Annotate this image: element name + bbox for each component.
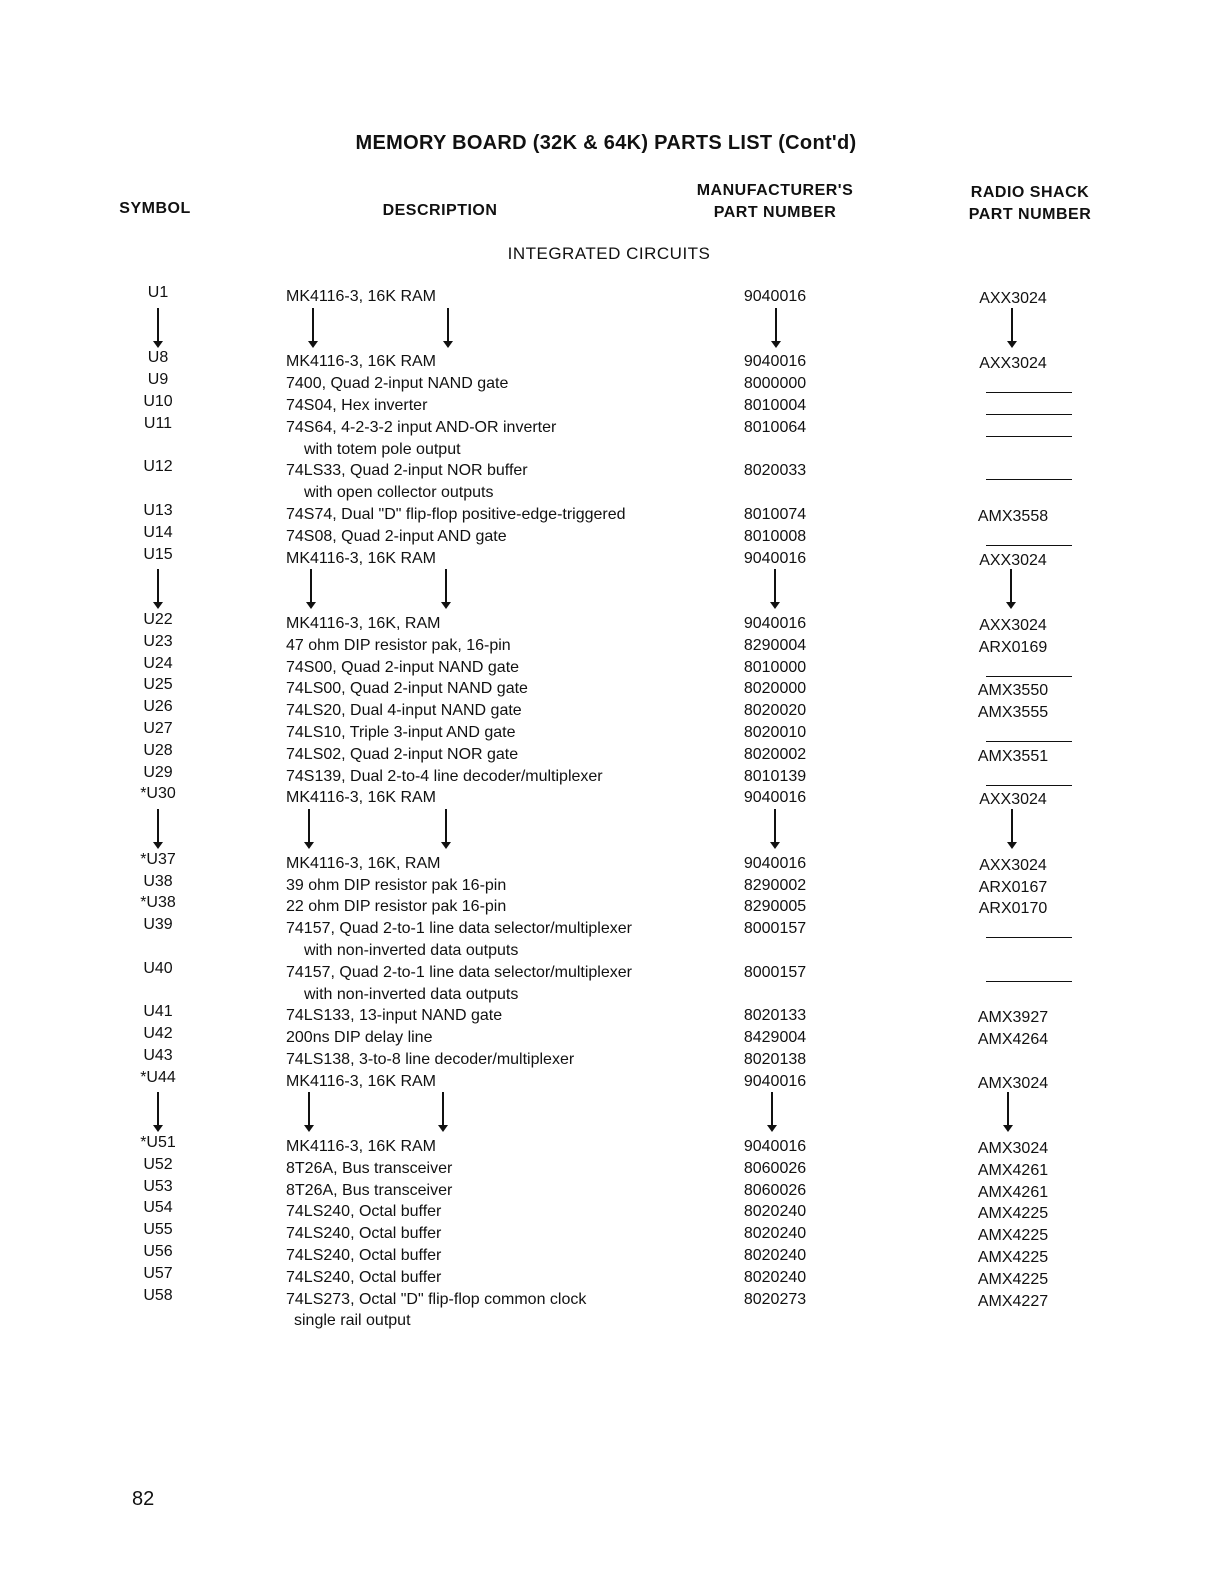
table-row [0, 1199, 1224, 1221]
manufacturer-part-cell: 8010074 [743, 505, 807, 523]
symbol-cell: *U44 [140, 1068, 176, 1086]
range-arrows [0, 567, 1224, 611]
manufacturer-part-cell: 8010004 [743, 396, 807, 414]
symbol-cell: U15 [143, 545, 173, 563]
manufacturer-part-cell: 8020133 [743, 1007, 807, 1025]
radio-shack-part-cell: AMX4261 [977, 1161, 1049, 1179]
range-arrows [0, 807, 1224, 851]
description-cell: 74LS02, Quad 2-input NOR gate [286, 745, 519, 763]
radio-shack-part-cell: AMX4225 [977, 1205, 1049, 1223]
description-cell: 8T26A, Bus transceiver [286, 1181, 453, 1199]
table-row [0, 415, 1224, 459]
table-row [0, 524, 1224, 546]
radio-shack-part-cell: AMX3024 [977, 1140, 1049, 1158]
symbol-cell: U25 [143, 676, 173, 694]
manufacturer-part-cell: 8290004 [743, 636, 807, 654]
radio-shack-part-cell: AXX3024 [979, 551, 1047, 569]
table-row [0, 502, 1224, 524]
table-row [0, 284, 1224, 306]
table-row [0, 916, 1224, 960]
manufacturer-part-cell: 8000157 [743, 963, 807, 981]
page-title: MEMORY BOARD (32K & 64K) PARTS LIST (Cont'd) [355, 132, 857, 154]
symbol-cell: U1 [147, 284, 169, 301]
column-header-rs-line2: PART NUMBER [968, 206, 1092, 223]
radio-shack-part-cell: AXX3024 [979, 791, 1047, 809]
column-header-mfr-line1: MANUFACTURER'S [696, 182, 854, 199]
symbol-cell: U23 [143, 632, 173, 650]
down-arrow-icon [304, 809, 314, 849]
manufacturer-part-cell: 8020000 [743, 680, 807, 698]
table-row [0, 611, 1224, 633]
description-cell: 74LS133, 13-input NAND gate [286, 1007, 503, 1025]
manufacturer-part-cell: 8060026 [743, 1159, 807, 1177]
description-cell: 74S64, 4-2-3-2 input AND-OR inverter with totem pole output [286, 418, 557, 458]
down-arrow-icon [1007, 308, 1017, 348]
table-row [0, 1069, 1224, 1091]
description-cell: 74LS240, Octal buffer [286, 1203, 442, 1221]
manufacturer-part-cell: 9040016 [743, 288, 807, 305]
manufacturer-part-cell: 8060026 [743, 1181, 807, 1199]
table-row [0, 785, 1224, 807]
table-row [0, 349, 1224, 371]
symbol-cell: U12 [143, 458, 173, 476]
description-cell: 74157, Quad 2-to-1 line data selector/multiplexer with non-inverted data outputs [286, 920, 632, 959]
manufacturer-part-cell: 8000157 [743, 920, 807, 938]
empty-part-dash [986, 937, 1072, 938]
symbol-cell: *U37 [140, 850, 176, 868]
manufacturer-part-cell: 8290005 [743, 898, 807, 916]
table-row [0, 698, 1224, 720]
symbol-cell: U40 [143, 959, 173, 977]
description-cell: MK4116-3, 16K RAM [286, 1138, 436, 1156]
symbol-cell: U43 [143, 1046, 173, 1064]
symbol-cell: *U51 [140, 1134, 176, 1152]
symbol-cell: U42 [143, 1025, 173, 1043]
manufacturer-part-cell: 8010000 [743, 658, 807, 676]
manufacturer-part-cell: 8000000 [743, 375, 807, 393]
radio-shack-part-cell: AMX3551 [977, 747, 1049, 765]
symbol-cell: U26 [143, 698, 173, 716]
table-row [0, 873, 1224, 895]
description-cell: 74LS240, Octal buffer [286, 1268, 442, 1286]
table-row [0, 546, 1224, 568]
description-cell: 200ns DIP delay line [286, 1029, 433, 1047]
radio-shack-part-cell: AXX3024 [979, 290, 1047, 307]
down-arrow-icon [438, 1092, 448, 1132]
down-arrow-icon [1006, 569, 1016, 609]
empty-part-dash [986, 436, 1072, 437]
down-arrow-icon [441, 569, 451, 609]
down-arrow-icon [770, 809, 780, 849]
symbol-cell: U27 [143, 719, 173, 737]
table-row [0, 676, 1224, 698]
down-arrow-icon [443, 308, 453, 348]
manufacturer-part-cell: 8010008 [743, 527, 807, 545]
table-row [0, 393, 1224, 415]
down-arrow-icon [153, 809, 163, 849]
down-arrow-icon [308, 308, 318, 348]
column-header-mfr-line2: PART NUMBER [713, 204, 837, 221]
radio-shack-part-cell: AMX3558 [977, 507, 1049, 525]
symbol-cell: U57 [143, 1264, 173, 1282]
down-arrow-icon [304, 1092, 314, 1132]
radio-shack-part-cell: AXX3024 [979, 856, 1047, 874]
manufacturer-part-cell: 9040016 [743, 854, 807, 872]
column-header-symbol: SYMBOL [119, 200, 191, 217]
down-arrow-icon [306, 569, 316, 609]
manufacturer-part-cell: 9040016 [743, 1072, 807, 1090]
description-cell: 74LS240, Octal buffer [286, 1247, 442, 1265]
symbol-cell: U38 [143, 872, 173, 890]
empty-part-dash [986, 981, 1072, 982]
manufacturer-part-cell: 8020010 [743, 723, 807, 741]
table-row [0, 371, 1224, 393]
symbol-cell: U54 [143, 1199, 173, 1217]
description-cell: 74LS138, 3-to-8 line decoder/multiplexer [286, 1050, 575, 1068]
parts-table [0, 284, 1224, 1330]
table-row [0, 458, 1224, 502]
table-row [0, 1025, 1224, 1047]
down-arrow-icon [770, 569, 780, 609]
radio-shack-part-cell: AMX3550 [977, 682, 1049, 700]
manufacturer-part-cell: 9040016 [743, 1138, 807, 1156]
down-arrow-icon [1003, 1092, 1013, 1132]
symbol-cell: U58 [143, 1286, 173, 1304]
description-cell: MK4116-3, 16K RAM [286, 1072, 436, 1090]
description-cell: 7400, Quad 2-input NAND gate [286, 375, 509, 393]
radio-shack-part-cell: AMX3024 [977, 1074, 1049, 1092]
description-cell: 74LS00, Quad 2-input NAND gate [286, 680, 528, 698]
description-cell: 74LS10, Triple 3-input AND gate [286, 723, 516, 741]
down-arrow-icon [153, 1092, 163, 1132]
radio-shack-part-cell: AMX4264 [977, 1031, 1049, 1049]
manufacturer-part-cell: 8290002 [743, 876, 807, 894]
down-arrow-icon [153, 569, 163, 609]
table-row [0, 1003, 1224, 1025]
manufacturer-part-cell: 8020240 [743, 1225, 807, 1243]
manufacturer-part-cell: 8020240 [743, 1268, 807, 1286]
section-heading: INTEGRATED CIRCUITS [507, 244, 711, 263]
table-row [0, 1156, 1224, 1178]
symbol-cell: U8 [147, 349, 169, 367]
range-arrows [0, 306, 1224, 350]
manufacturer-part-cell: 8020002 [743, 745, 807, 763]
symbol-cell: U55 [143, 1221, 173, 1239]
symbol-cell: U14 [143, 523, 173, 541]
symbol-cell: U11 [143, 414, 173, 432]
description-cell: 74S08, Quad 2-input AND gate [286, 527, 507, 545]
radio-shack-part-cell: AMX3927 [977, 1009, 1049, 1027]
table-row [0, 1221, 1224, 1243]
manufacturer-part-cell: 8429004 [743, 1029, 807, 1047]
description-cell: 47 ohm DIP resistor pak, 16-pin [286, 636, 511, 654]
symbol-cell: U41 [143, 1003, 173, 1021]
description-cell: 74LS20, Dual 4-input NAND gate [286, 702, 522, 720]
symbol-cell: *U38 [140, 894, 176, 912]
empty-part-dash [986, 479, 1072, 480]
description-cell: MK4116-3, 16K RAM [286, 789, 436, 807]
description-cell: 74S74, Dual "D" flip-flop positive-edge-triggered [286, 505, 626, 523]
radio-shack-part-cell: ARX0167 [978, 878, 1048, 896]
radio-shack-part-cell: AXX3024 [979, 616, 1047, 634]
table-row [0, 720, 1224, 742]
manufacturer-part-cell: 8010064 [743, 418, 807, 436]
description-cell: 8T26A, Bus transceiver [286, 1159, 453, 1177]
down-arrow-icon [153, 308, 163, 348]
column-header-radio-shack-part-number [930, 182, 1130, 226]
description-cell: 74S139, Dual 2-to-4 line decoder/multiplexer [286, 767, 603, 785]
manufacturer-part-cell: 9040016 [743, 614, 807, 632]
down-arrow-icon [441, 809, 451, 849]
manufacturer-part-cell: 8020240 [743, 1203, 807, 1221]
radio-shack-part-cell: ARX0170 [978, 900, 1048, 918]
radio-shack-part-cell: AMX4225 [977, 1249, 1049, 1267]
symbol-cell: U22 [143, 610, 173, 628]
symbol-cell: U13 [143, 501, 173, 519]
table-row [0, 1265, 1224, 1287]
description-cell: MK4116-3, 16K RAM [286, 353, 436, 371]
page-number: 82 [132, 1488, 155, 1510]
radio-shack-part-cell: AMX4227 [977, 1292, 1049, 1310]
manufacturer-part-cell: 9040016 [743, 353, 807, 371]
radio-shack-part-cell: AMX4225 [977, 1227, 1049, 1245]
radio-shack-part-cell: AMX3555 [977, 704, 1049, 722]
symbol-cell: U52 [143, 1155, 173, 1173]
table-row [0, 1134, 1224, 1156]
symbol-cell: *U30 [140, 785, 176, 803]
description-cell: 74LS33, Quad 2-input NOR buffer with open collector outputs [286, 462, 528, 502]
description-cell: 74LS240, Octal buffer [286, 1225, 442, 1243]
symbol-cell: U39 [143, 916, 173, 934]
manufacturer-part-cell: 8020240 [743, 1247, 807, 1265]
symbol-cell: U10 [143, 392, 173, 410]
description-cell: 39 ohm DIP resistor pak 16-pin [286, 876, 507, 894]
manufacturer-part-cell: 8020020 [743, 702, 807, 720]
table-row [0, 633, 1224, 655]
description-cell: MK4116-3, 16K RAM [286, 288, 436, 305]
description-cell: 74S04, Hex inverter [286, 396, 428, 414]
table-row [0, 655, 1224, 677]
description-cell: 74LS273, Octal "D" flip-flop common clock single rail output [286, 1290, 587, 1330]
radio-shack-part-cell: AXX3024 [979, 355, 1047, 373]
range-arrows [0, 1090, 1224, 1134]
symbol-cell: U29 [143, 763, 173, 781]
column-header-description: DESCRIPTION [382, 202, 498, 219]
manufacturer-part-cell: 9040016 [743, 549, 807, 567]
manufacturer-part-cell: 9040016 [743, 789, 807, 807]
column-header-manufacturer-part-number [660, 180, 890, 224]
table-row [0, 742, 1224, 764]
radio-shack-part-cell: AMX4225 [977, 1270, 1049, 1288]
manufacturer-part-cell: 8010139 [743, 767, 807, 785]
symbol-cell: U24 [143, 654, 173, 672]
manufacturer-part-cell: 8020273 [743, 1290, 807, 1308]
table-row [0, 1243, 1224, 1265]
description-cell: MK4116-3, 16K, RAM [286, 614, 441, 632]
table-row [0, 1047, 1224, 1069]
symbol-cell: U56 [143, 1243, 173, 1261]
description-cell: MK4116-3, 16K RAM [286, 549, 436, 567]
column-header-rs-line1: RADIO SHACK [970, 184, 1090, 201]
description-cell: 22 ohm DIP resistor pak 16-pin [286, 898, 507, 916]
table-row [0, 960, 1224, 1004]
description-cell: 74157, Quad 2-to-1 line data selector/multiplexer with non-inverted data outputs [286, 963, 632, 1003]
down-arrow-icon [771, 308, 781, 348]
down-arrow-icon [767, 1092, 777, 1132]
manufacturer-part-cell: 8020138 [743, 1050, 807, 1068]
table-row [0, 764, 1224, 786]
radio-shack-part-cell: ARX0169 [978, 638, 1048, 656]
table-row [0, 851, 1224, 873]
table-row [0, 1178, 1224, 1200]
table-row [0, 894, 1224, 916]
manufacturer-part-cell: 8020033 [743, 462, 807, 480]
down-arrow-icon [1007, 809, 1017, 849]
description-cell: 74S00, Quad 2-input NAND gate [286, 658, 520, 676]
symbol-cell: U9 [147, 371, 169, 389]
symbol-cell: U53 [143, 1177, 173, 1195]
description-cell: MK4116-3, 16K, RAM [286, 854, 441, 872]
table-row [0, 1287, 1224, 1331]
symbol-cell: U28 [143, 741, 173, 759]
radio-shack-part-cell: AMX4261 [977, 1183, 1049, 1201]
